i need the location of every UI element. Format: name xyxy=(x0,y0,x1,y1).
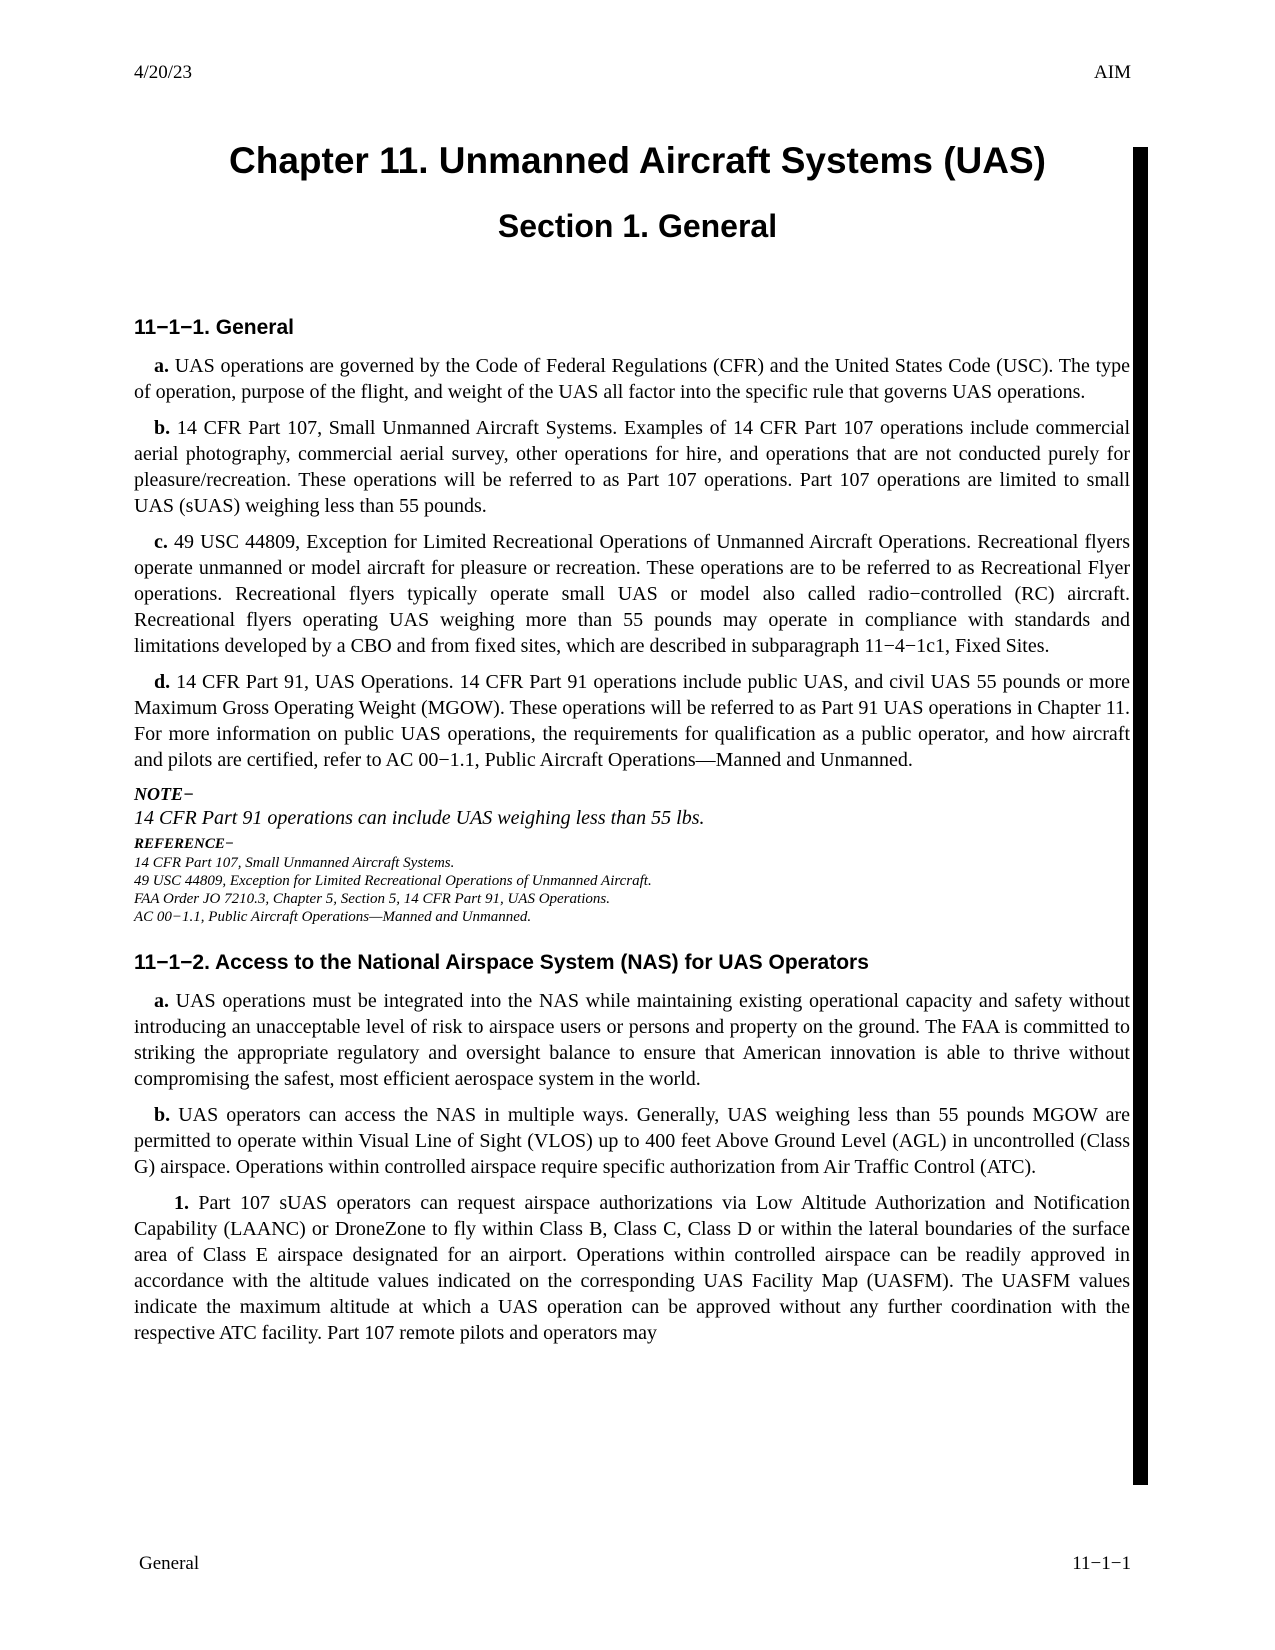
subparagraph-b xyxy=(134,1102,1130,1180)
subparagraph-label: c. xyxy=(154,531,168,553)
note-heading: NOTE− xyxy=(134,784,194,804)
subparagraph-b xyxy=(134,415,1130,519)
subparagraph-text: 49 USC 44809, Exception for Limited Recreational Operations of Unmanned Aircraft Operations. Recreational flyers operate unmanned or model aircraft for pleasure or recreation. These operations are to be referred to as Recreational Flyer operations. Recreational flyers typically operate small UAS or model also called radio−controlled (RC) aircraft. Recreational flyers operating UAS weighing more than 55 pounds may operate in compliance with standards and limitations developed by a CBO and from fixed sites, which are described in subparagraph 11−4−1c1, Fixed Sites. xyxy=(134,531,1130,657)
subparagraph-label: 1. xyxy=(174,1192,189,1214)
subparagraph-label: d. xyxy=(154,671,171,693)
subparagraph-label: a. xyxy=(154,990,169,1012)
subparagraph-b1 xyxy=(134,1190,1130,1346)
section-title: Section 1. General xyxy=(497,208,778,244)
page-body xyxy=(134,315,1130,1356)
subparagraph-label: b. xyxy=(154,1104,171,1126)
subparagraph-text: 14 CFR Part 91, UAS Operations. 14 CFR Part 91 operations include public UAS, and civil UAS 55 pounds or more Maximum Gross Operating Weight (MGOW). These operations will be referred to as Part 91 UAS operations in Chapter 11. For more information on public UAS operations, the requirements for qualification as a public operator, and how aircraft and pilots are certified, refer to AC 00−1.1, Public Aircraft Operations—Manned and Unmanned. xyxy=(134,671,1131,771)
change-bar xyxy=(1133,147,1148,1485)
reference-item: FAA Order JO 7210.3, Chapter 5, Section 5, 14 CFR Part 91, UAS Operations. xyxy=(134,891,610,907)
note-text: 14 CFR Part 91 operations can include UAS weighing less than 55 lbs. xyxy=(134,807,705,829)
subparagraph-text: Part 107 sUAS operators can request airspace authorizations via Low Altitude Authorization and Notification Capability (LAANC) or DroneZone to fly within Class B, Class C, Class D or within the lateral boundaries of the surface area of Class E airspace designated for an airport. Operations within controlled airspace can be readily approved in accordance with the altitude values indicated on the corresponding UAS Facility Map (UASFM). The UASFM values indicate the maximum altitude at which a UAS operation can be approved without any further coordination with the respective ATC facility. Part 107 remote pilots and operators may xyxy=(134,1192,1130,1344)
footer-page-number: 11−1−1 xyxy=(1072,1553,1131,1574)
paragraph-heading-11-1-2: 11−1−2. Access to the National Airspace System (NAS) for UAS Operators xyxy=(134,951,869,974)
reference-heading: REFERENCE− xyxy=(134,836,234,852)
subparagraph-d xyxy=(134,669,1130,773)
reference-item: 49 USC 44809, Exception for Limited Recreational Operations of Unmanned Aircraft. xyxy=(134,873,652,889)
subparagraph-text: UAS operations must be integrated into the NAS while maintaining existing operational capacity and safety without introducing an unacceptable level of risk to airspace users or persons and property on the ground. The FAA is committed to striking the appropriate regulatory and oversight balance to ensure that American innovation is able to thrive without compromising the safest, most efficient aerospace system in the world. xyxy=(134,990,1130,1090)
header-doc-name: AIM xyxy=(1094,62,1131,83)
subparagraph-text: 14 CFR Part 107, Small Unmanned Aircraft Systems. Examples of 14 CFR Part 107 operations include commercial aerial photography, commercial aerial survey, other operations for hire, and operations that are not conducted purely for pleasure/recreation. These operations will be referred to as Part 107 operations. Part 107 operations are limited to small UAS (sUAS) weighing less than 55 pounds. xyxy=(134,417,1130,517)
chapter-title: Chapter 11. Unmanned Aircraft Systems (UAS) xyxy=(229,140,1046,181)
header-date: 4/20/23 xyxy=(134,62,193,83)
paragraph-heading-11-1-1: 11−1−1. General xyxy=(134,316,294,339)
subparagraph-c xyxy=(134,529,1130,659)
subparagraph-a xyxy=(134,988,1130,1092)
subparagraph-label: b. xyxy=(154,417,171,439)
subparagraph-label: a. xyxy=(154,355,169,377)
footer-section-name: General xyxy=(139,1553,200,1574)
reference-item: 14 CFR Part 107, Small Unmanned Aircraft Systems. xyxy=(134,855,455,871)
subparagraph-text: UAS operators can access the NAS in multiple ways. Generally, UAS weighing less than 55 pounds MGOW are permitted to operate within Visual Line of Sight (VLOS) up to 400 feet Above Ground Level (AGL) in uncontrolled (Class G) airspace. Operations within controlled airspace require specific authorization from Air Traffic Control (ATC). xyxy=(134,1104,1131,1178)
subparagraph-text: UAS operations are governed by the Code of Federal Regulations (CFR) and the United States Code (USC). The type of operation, purpose of the flight, and weight of the UAS all factor into the specific rule that governs UAS operations. xyxy=(134,355,1131,403)
reference-item: AC 00−1.1, Public Aircraft Operations—Manned and Unmanned. xyxy=(134,909,532,925)
subparagraph-a xyxy=(134,353,1130,405)
